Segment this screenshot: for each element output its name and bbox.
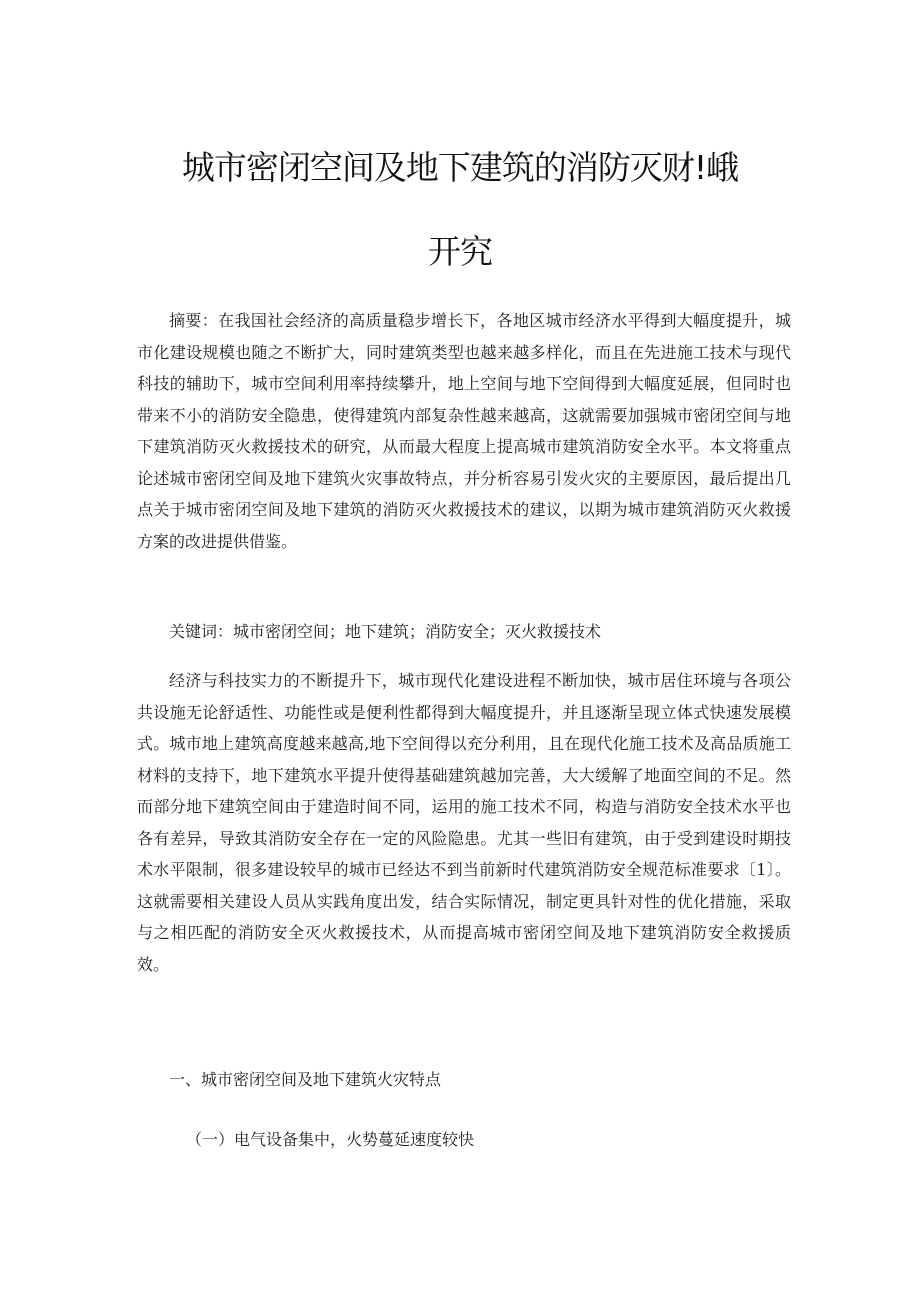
keywords-line: 关键词：城市密闭空间；地下建筑；消防安全；灭火救援技术 — [169, 622, 602, 641]
abstract-paragraph: 摘要：在我国社会经济的高质量稳步增长下，各地区城市经济水平得到大幅度提升，城市化建设规模也随之不断扩大，同时建筑类型也越来越多样化，而且在先进施工技术与现代科技的辅助下，城市空间利用率持续攀升，地上空间与地下空间得到大幅度延展，但同时也带来不小的消防安全隐患，使得建筑内部复杂性越来越高，这就需要加强城市密闭空间与地下建筑消防灭火救援技术的研究，从而最大程度上提高城市建筑消防安全水平。本文将重点论述城市密闭空间及地下建筑火灾事故特点，并分析容易引发火灾的主要原因，最后提出几点关于城市密闭空间及地下建筑的消防灭火救援技术的建议，以期为城市建筑消防灭火救援方案的改进提供借鉴。 — [137, 311, 791, 551]
subsection-heading-1-1: （一）电气设备集中，火势蔓延速度较快 — [186, 1130, 475, 1149]
intro-paragraph: 经济与科技实力的不断提升下，城市现代化建设进程不断加快，城市居住环境与各项公共设施无论舒适性、功能性或是便利性都得到大幅度提升，并且逐渐呈现立体式快速发展模式。城市地上建筑高度越来越高,地下空间得以充分利用，且在现代化施工技术及高品质施工材料的支持下，地下建筑水平提升使得基础建筑越加完善，大大缓解了地面空间的不足。然而部分地下建筑空间由于建造时间不同，运用的施工技术不同，构造与消防安全技术水平也各有差异，导致其消防安全存在一定的风险隐患。尤其一些旧有建筑，由于受到建设时期技术水平限制，很多建设较早的城市已经达不到当前新时代建筑消防安全规范标准要求〔1〕。这就需要相关建设人员从实践角度出发，结合实际情况，制定更具针对性的优化措施，采取与之相匹配的消防安全灭火救援技术，从而提高城市密闭空间及地下建筑消防安全救援质效。 — [137, 671, 791, 974]
section-heading-1: 一、城市密闭空间及地下建筑火灾特点 — [169, 1070, 442, 1089]
document-title-line-2: 开究 — [428, 232, 492, 271]
document-title-line-1: 城市密闭空间及地下建筑的消防灭财!峨 — [181, 148, 739, 187]
